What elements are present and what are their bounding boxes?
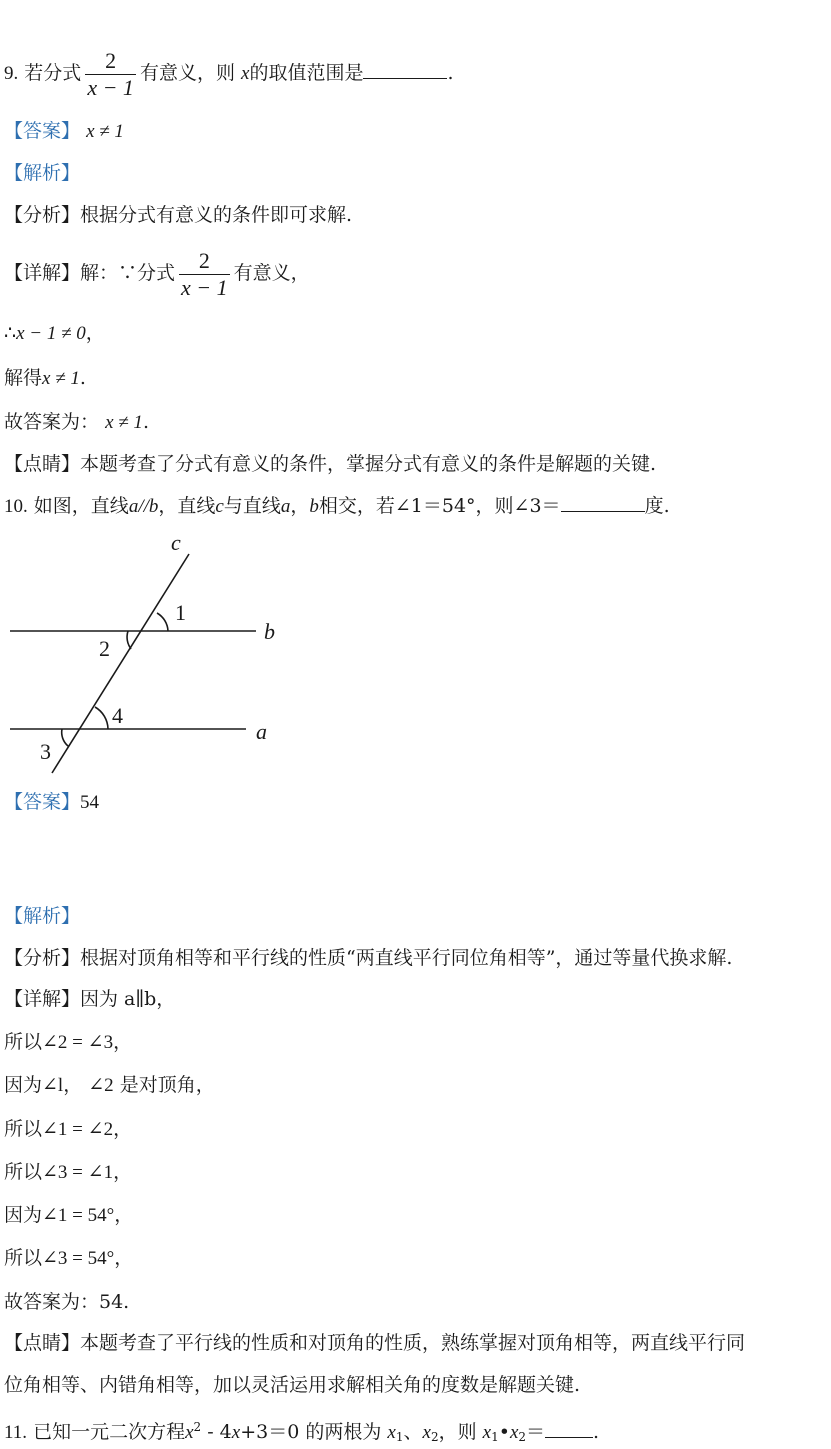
angle-4-arc — [95, 707, 108, 729]
line-c — [52, 554, 189, 773]
step-line: 所以∠1 = ∠2， — [4, 1118, 133, 1140]
answer-line — [4, 119, 124, 144]
angle-1-label: 1 — [175, 600, 186, 625]
answer-label: 【答案】 — [4, 120, 81, 142]
angle-3-arc — [62, 729, 68, 746]
comment-line: 【点睛】本题考查了平行线的性质和对顶角的性质，熟练掌握对顶角相等，两直线平行同 — [4, 1332, 746, 1354]
question-11: 11. 已知一元二次方程$x^2 - 4x+3=0$ 的两根为 $x_1$、$x_2$，则 $x_1•x_2=$ . — [4, 1420, 600, 1444]
answer-value: 54 — [80, 792, 100, 813]
final-answer-line: 故答案为： x ≠ 1. — [4, 411, 149, 433]
question-number: 10. — [4, 496, 28, 517]
step-line: 所以∠2 = ∠3， — [4, 1031, 133, 1053]
answer-blank — [363, 62, 447, 79]
question-text: 若分式 — [24, 62, 82, 84]
question-number: 9. — [4, 63, 19, 84]
question-10: 10. 如图，直线a//b，直线c与直线a，b相交，若∠1＝54°，则∠3＝ 度. — [4, 495, 670, 517]
answer-line — [4, 790, 99, 815]
step-line: 所以∠3 = ∠1， — [4, 1161, 133, 1183]
answer-blank — [561, 495, 645, 512]
angle-2-label: 2 — [99, 636, 110, 661]
comment-line: 位角相等、内错角相等，加以灵活运用求解相关角的度数是解题关键. — [4, 1374, 581, 1396]
step-line: 解得x ≠ 1. — [4, 367, 86, 389]
detail-line: 【详解】因为 a∥b， — [4, 988, 176, 1010]
answer-expression: x ≠ 1 — [86, 121, 124, 142]
analysis-label: 【解析】 — [4, 162, 81, 184]
analysis-summary: 【分析】根据分式有意义的条件即可求解. — [4, 204, 353, 226]
label-a: a — [256, 719, 267, 744]
step-line: 因为∠l， ∠2 是对顶角， — [4, 1074, 215, 1096]
analysis-label: 【解析】 — [4, 905, 81, 927]
label-b: b — [264, 619, 275, 644]
answer-label: 【答案】 — [4, 791, 81, 813]
step-line: 因为∠1 = 54°， — [4, 1204, 134, 1226]
step-line: 所以∠3 = 54°， — [4, 1247, 134, 1269]
angle-3-label: 3 — [40, 739, 51, 764]
fraction: $\frac{2}{x - 1}$ — [87, 47, 134, 100]
question-9: 9. 若分式 $\frac{2}{x - 1}$ 有意义，则 x的取值范围是 . — [4, 47, 454, 100]
angle-4-label: 4 — [112, 703, 123, 728]
detail-line: 【详解】解：∵分式 $\frac{2}{x - 1}$ 有意义， — [4, 247, 310, 300]
fraction: $\frac{2}{x - 1}$ — [181, 247, 228, 300]
final-answer-line: 故答案为：54. — [4, 1291, 130, 1313]
question-number: 11. — [4, 1422, 28, 1443]
angle-1-arc — [157, 613, 168, 631]
comment-line: 【点睛】本题考查了分式有意义的条件，掌握分式有意义的条件是解题的关键. — [4, 453, 657, 475]
label-c: c — [171, 530, 181, 555]
analysis-summary: 【分析】根据对顶角相等和平行线的性质“两直线平行同位角相等”，通过等量代换求解. — [4, 947, 733, 969]
answer-blank — [545, 1421, 593, 1438]
step-line: ∴x − 1 ≠ 0， — [4, 322, 105, 344]
parallel-lines-figure — [0, 528, 300, 778]
